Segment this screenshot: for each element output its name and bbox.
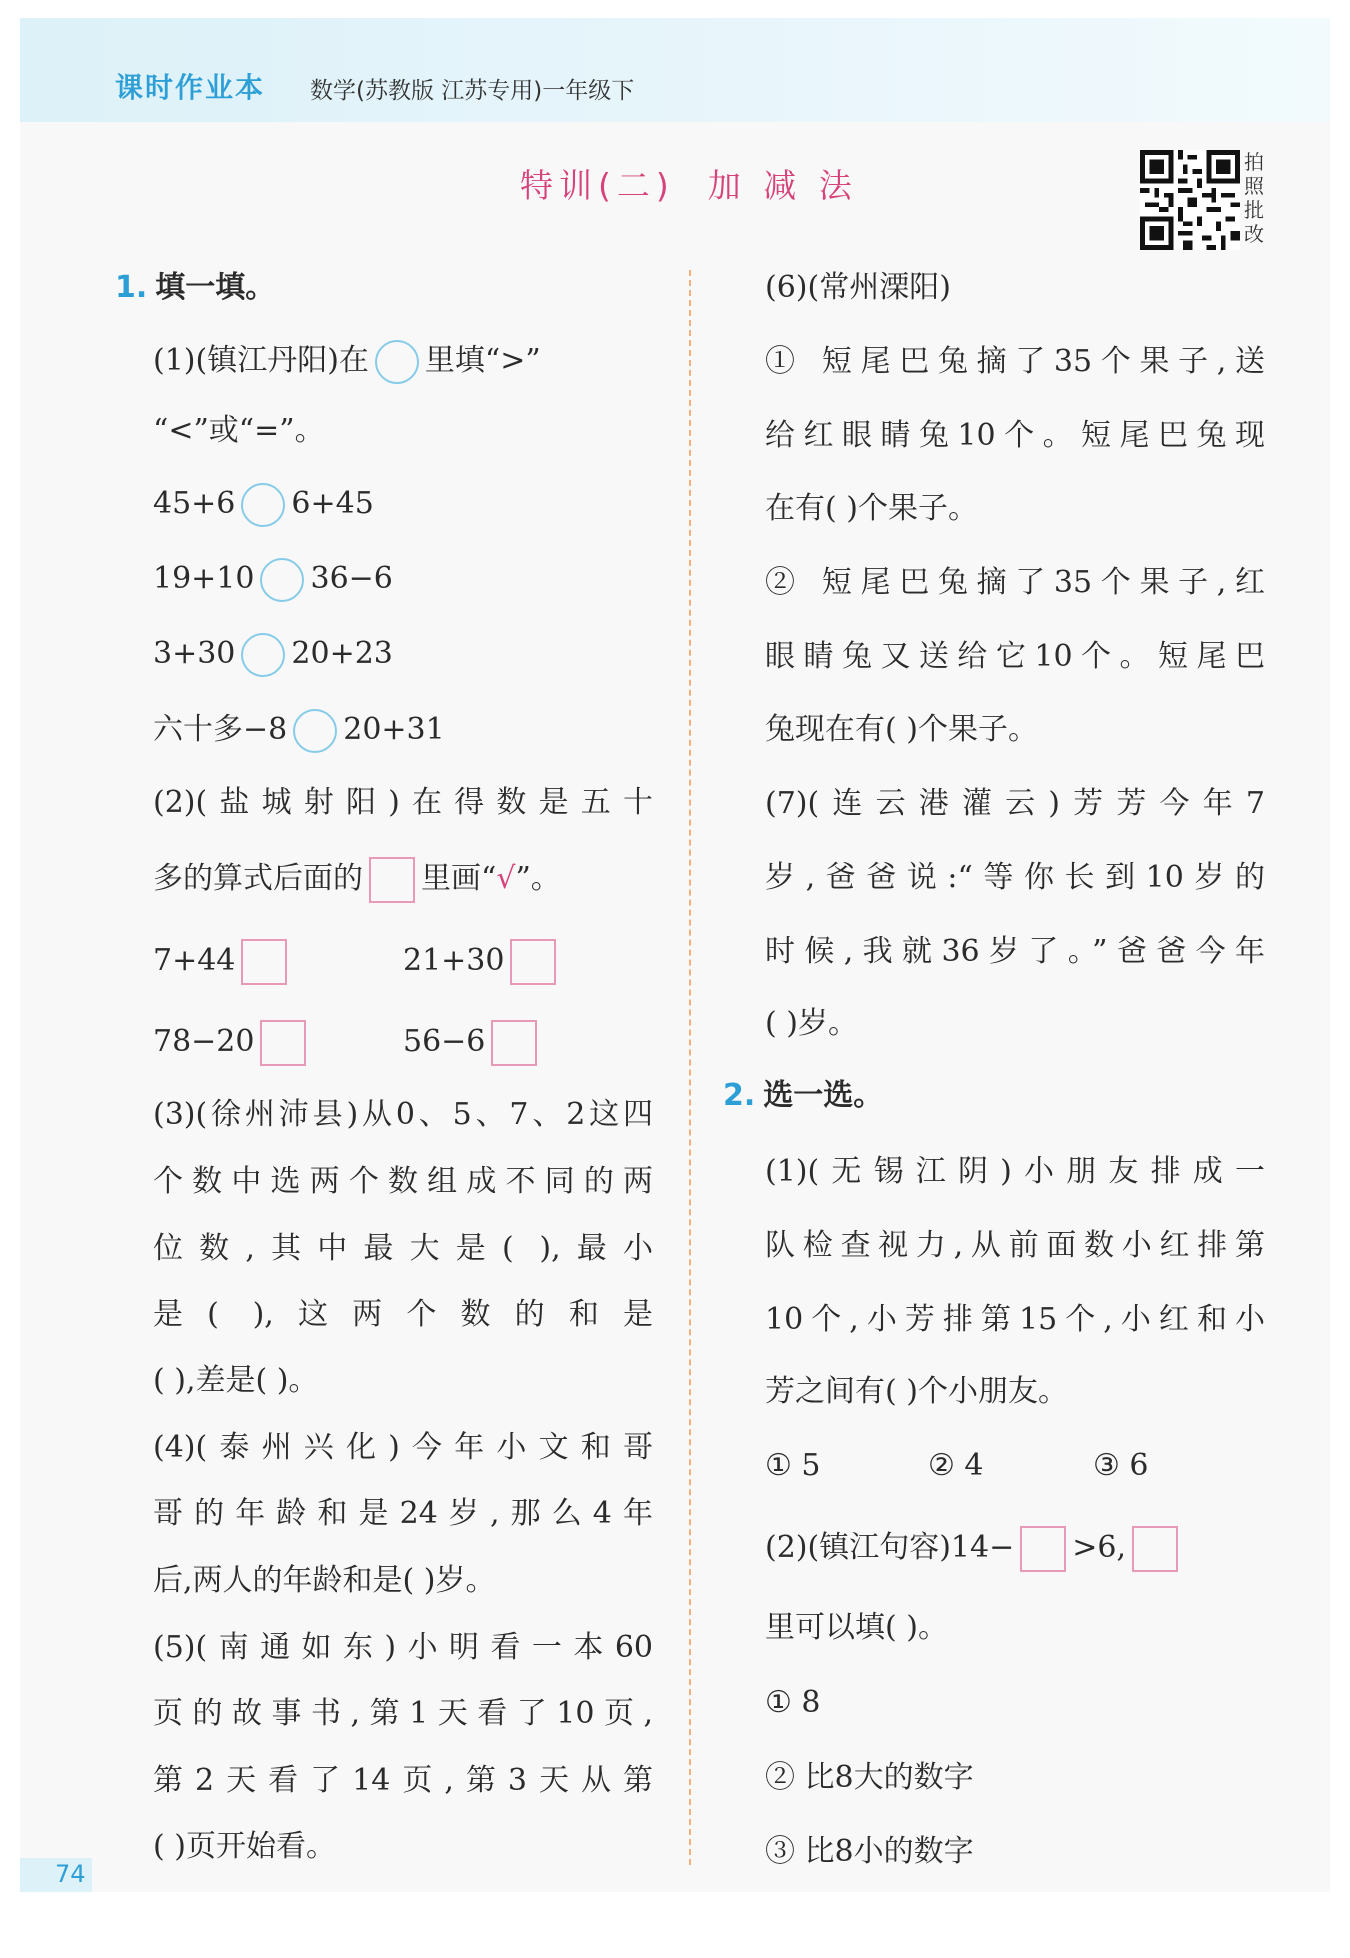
q7-line-2 [765,858,1265,898]
q2-item [153,1020,312,1066]
answer-box[interactable] [260,1020,306,1066]
answer-box[interactable] [1020,1526,1066,1572]
example-box [1132,1526,1178,1572]
q2-expression: 21+30 [403,943,505,978]
c2-line-1 [765,1526,1184,1572]
q7-line-3 [765,932,1265,972]
q5-text: 第2天看了14页,第3天从第 [153,1763,653,1798]
section-1-title: 填一填。 [155,270,276,305]
answer-box[interactable] [241,939,287,985]
compare-row [153,633,393,677]
q1-text-b: 里填“>” [424,343,541,378]
q2-item [403,939,562,985]
q3-line-5: ( ),差是( )。 [153,1363,319,1398]
q5-line-4: ( )页开始看。 [153,1829,336,1864]
c1-line-4: 芳之间有( )个小朋友。 [765,1374,1068,1409]
q3-line-2 [153,1162,653,1202]
q2-text-b: 多的算式后面的 [153,861,363,896]
q5-line-3 [153,1761,653,1801]
q5-text: 页的故事书,第1天看了10页, [153,1696,653,1731]
example-box [369,857,415,903]
c1-text: 队检查视力,从前面数小红排第 [765,1228,1265,1263]
q2-text-d: ”。 [515,861,561,896]
q6-text: 眼睛兔又送给它10个。短尾巴 [765,639,1265,674]
q7-text: 岁,爸爸说:“等你长到10岁的 [765,860,1265,895]
qr-caption-char: 拍 [1244,150,1264,174]
qr-caption-char: 批 [1244,198,1264,222]
c1-option[interactable]: ③ 6 [1093,1448,1149,1483]
qr-caption [1244,150,1270,246]
qr-code-icon[interactable] [1138,150,1242,250]
qr-caption-char: 照 [1244,174,1264,198]
q6-text: ① 短尾巴兔摘了35个果子,送 [765,344,1265,379]
q6-a-line-2 [765,416,1265,456]
column-divider [689,270,691,1865]
q3-text: 位数,其中最大是( ),最小 [153,1231,653,1266]
q1-text-a: (1)(镇江丹阳)在 [153,343,369,378]
q2-text-c: 里画“ [421,861,497,896]
q6-b-line-2 [765,637,1265,677]
section-1-heading [115,268,275,308]
q6-text: 给红眼睛兔10个。短尾巴兔现 [765,418,1265,453]
example-circle [375,340,419,384]
compare-row [153,558,393,602]
c1-line-1 [765,1152,1265,1192]
compare-left: 六十多−8 [153,712,288,747]
c2-option[interactable]: ① 8 [765,1685,821,1720]
section-1-number: 1. [115,270,148,305]
subject-label: 数学(苏教版 江苏专用)一年级下 [310,78,635,104]
q5-text: (5)(南通如东)小明看一本60 [153,1630,653,1665]
q7-text: 时候,我就36岁了。”爸爸今年 [765,934,1265,969]
q3-text: 个数中选两个数组成不同的两 [153,1164,653,1199]
compare-left: 3+30 [153,636,236,671]
qr-caption-char: 改 [1244,222,1264,246]
answer-circle[interactable] [260,558,304,602]
answer-box[interactable] [491,1020,537,1066]
q6-a-line-3: 在有( )个果子。 [765,491,978,526]
q2-line-1 [153,783,653,823]
brand-title: 课时作业本 [115,71,266,104]
check-mark-icon: √ [496,861,516,896]
answer-circle[interactable] [241,483,285,527]
q5-line-2 [153,1694,653,1734]
q7-text: (7)(连云港灌云)芳芳今年7 [765,786,1265,821]
q1-line-2: “<”或“=”。 [153,413,325,448]
q3-line-4 [153,1295,653,1335]
q2-item [403,1020,543,1066]
q2-expression: 7+44 [153,943,236,978]
c2-option[interactable]: ③ 比8小的数字 [765,1834,974,1869]
page-body [20,122,1330,1892]
c2-text-b: >6, [1072,1530,1126,1565]
c1-option[interactable]: ① 5 [765,1448,821,1483]
c2-text-a: (2)(镇江句容)14− [765,1530,1015,1565]
compare-row [153,483,374,527]
page-number: 74 [55,1860,86,1888]
q2-line-2 [153,857,561,903]
section-2-heading [723,1076,883,1116]
c2-line-2: 里可以填( )。 [765,1610,948,1645]
compare-left: 45+6 [153,486,236,521]
section-2-number: 2. [723,1078,756,1113]
q4-text: (4)(泰州兴化)今年小文和哥 [153,1430,653,1465]
q6-b-line-1 [765,563,1265,603]
q1-line-1 [153,340,653,384]
compare-right: 6+45 [291,486,374,521]
page-title: 特训(二) 加 减 法 [520,166,858,205]
q7-line-4: ( )岁。 [765,1006,858,1041]
compare-right: 36−6 [310,561,393,596]
q6-text: ② 短尾巴兔摘了35个果子,红 [765,565,1265,600]
c1-line-2 [765,1226,1265,1266]
q3-line-3 [153,1229,653,1269]
c1-text: 10个,小芳排第15个,小红和小 [765,1302,1265,1337]
q2-text-a: (2)(盐城射阳)在得数是五十 [153,785,653,820]
c2-option[interactable]: ② 比8大的数字 [765,1760,974,1795]
c1-text: (1)(无锡江阴)小朋友排成一 [765,1154,1265,1189]
answer-box[interactable] [510,939,556,985]
q6-a-line-1 [765,342,1265,382]
q5-line-1 [153,1628,653,1668]
q4-line-3: 后,两人的年龄和是( )岁。 [153,1563,496,1598]
q3-text: 是( ),这两个数的和是 [153,1297,653,1332]
compare-right: 20+31 [343,712,445,747]
q6-b-line-3: 兔现在有( )个果子。 [765,712,1038,747]
q3-text: (3)(徐州沛县)从0、5、7、2这四 [153,1097,653,1132]
q2-expression: 78−20 [153,1024,255,1059]
c1-option[interactable]: ② 4 [928,1448,984,1483]
answer-circle[interactable] [293,709,337,753]
compare-row [153,709,445,753]
compare-right: 20+23 [291,636,393,671]
q3-line-1 [153,1095,653,1135]
q2-item [153,939,293,985]
q4-line-2 [153,1494,653,1534]
q4-text: 哥的年龄和是24岁,那么4年 [153,1496,653,1531]
section-2-title: 选一选。 [763,1078,884,1113]
q4-line-1 [153,1428,653,1468]
q2-expression: 56−6 [403,1024,486,1059]
answer-circle[interactable] [241,633,285,677]
compare-left: 19+10 [153,561,255,596]
c1-line-3 [765,1300,1265,1340]
q7-line-1 [765,784,1265,824]
q6-heading: (6)(常州溧阳) [765,270,951,305]
